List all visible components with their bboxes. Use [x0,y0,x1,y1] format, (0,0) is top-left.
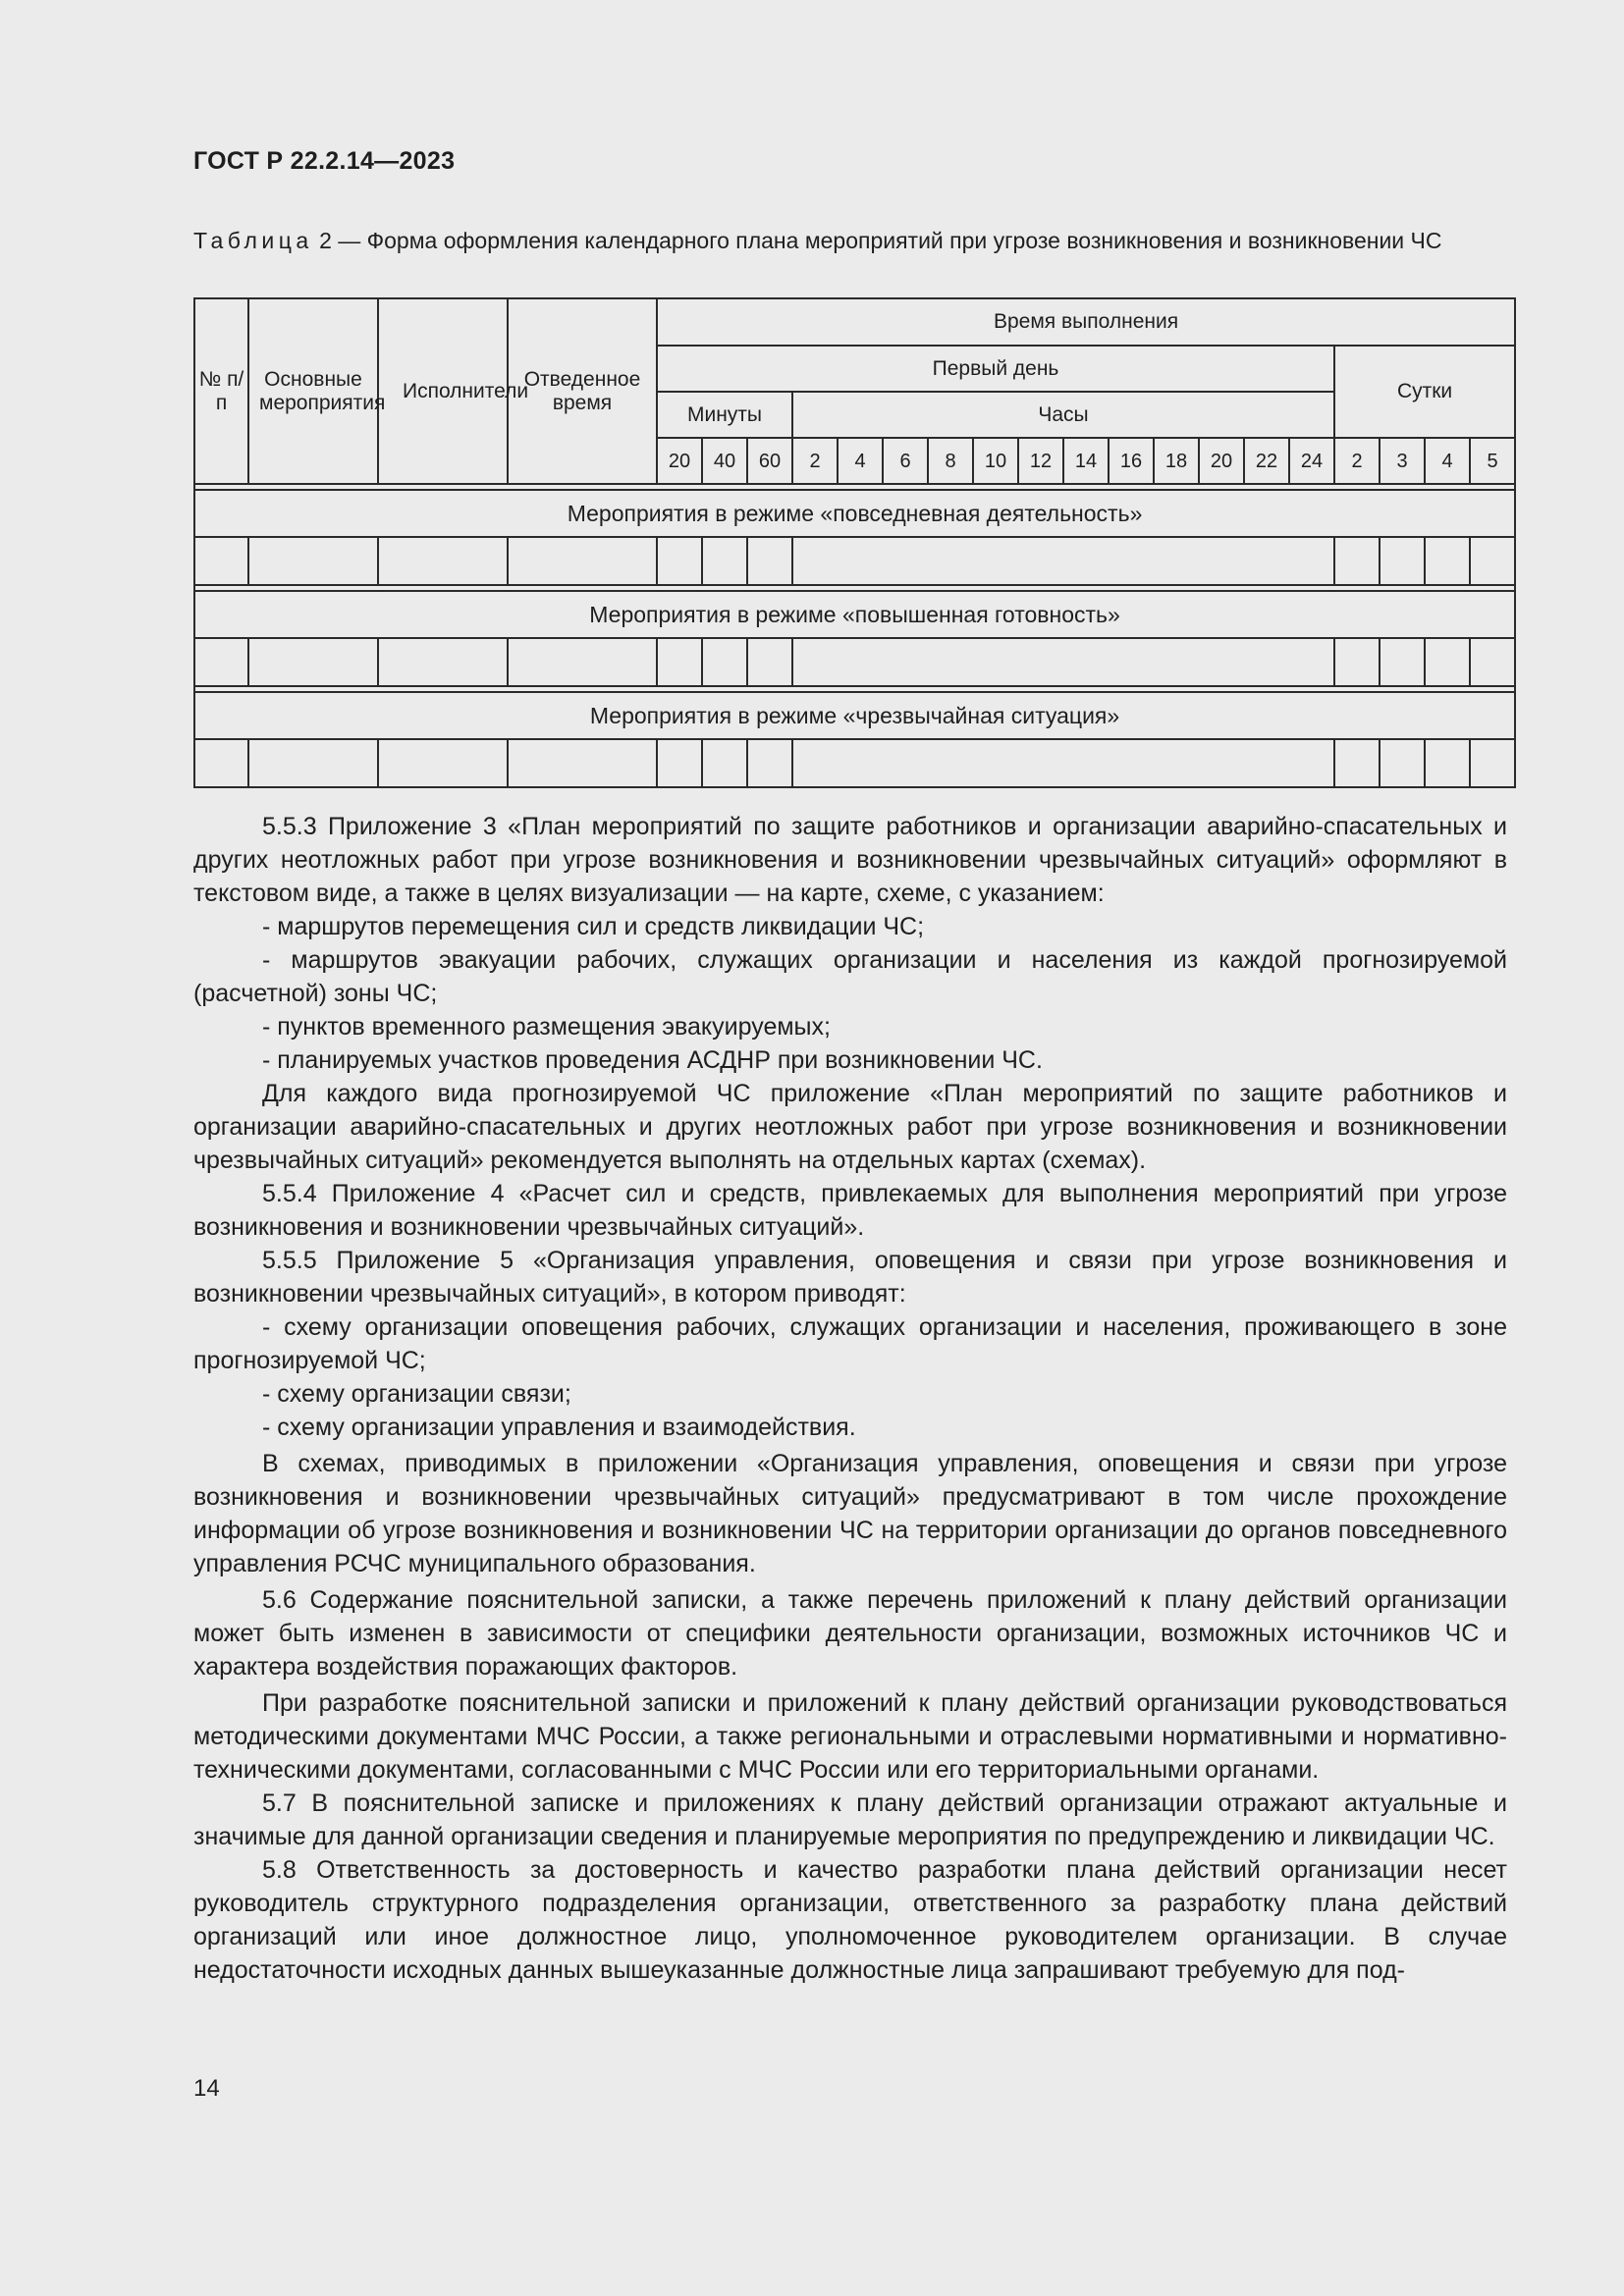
day-cell-4: 4 [1425,438,1470,484]
paragraph: Для каждого вида прогнозируемой ЧС приложение «План мероприятий по защите работников и организации аварийно-спасательных и других неотложных работ при угрозе возникновения и возникновении чрезвычайных ситуаций» рекомендуется выполнять на отдельных картах (схемах). [193,1080,1507,1174]
section-heading: Мероприятия в режиме «чрезвычайная ситуация» [194,692,1515,739]
header-first-day: Первый день [657,346,1334,392]
empty-cell [248,537,378,585]
empty-cell [1334,537,1380,585]
header-exec-time: Время выполнения [657,298,1515,346]
empty-cell [248,739,378,787]
day-cell-2: 2 [1334,438,1380,484]
day-cell-5: 5 [1470,438,1515,484]
empty-cell [657,537,702,585]
empty-cell [1425,739,1470,787]
minute-cell-40: 40 [702,438,747,484]
empty-cell [508,537,657,585]
paragraph: - планируемых участков проведения АСДНР при возникновении ЧС. [262,1046,1043,1074]
empty-cell [747,537,792,585]
empty-cell [702,537,747,585]
body-text [193,810,1507,1987]
hour-cell-6: 6 [883,438,928,484]
empty-cell [792,638,1334,686]
empty-cell [1380,537,1425,585]
empty-cell [702,638,747,686]
hour-cell-14: 14 [1063,438,1109,484]
empty-cell [1334,638,1380,686]
table-caption-label: Таблица [193,228,313,253]
empty-row [194,537,1515,585]
hour-cell-20: 20 [1199,438,1244,484]
empty-cell [248,638,378,686]
header-hours: Часы [792,392,1334,438]
hour-cell-24: 24 [1289,438,1334,484]
hour-cell-18: 18 [1154,438,1199,484]
empty-row [194,638,1515,686]
empty-cell [1380,638,1425,686]
empty-cell [508,638,657,686]
minute-cell-60: 60 [747,438,792,484]
hour-cell-8: 8 [928,438,973,484]
empty-cell [1470,638,1515,686]
hour-cell-12: 12 [1018,438,1063,484]
empty-row [194,739,1515,787]
paragraph: - схему организации связи; [262,1380,571,1408]
section-heading: Мероприятия в режиме «повышенная готовность» [194,591,1515,638]
empty-cell [747,739,792,787]
empty-cell [1470,739,1515,787]
paragraph: 5.5.3 Приложение 3 «План мероприятий по защите работников и организации аварийно-спасательных и других неотложных работ при угрозе возникновения и возникновении чрезвычайных ситуаций» оформляют в текстовом виде, а также в целях визуализации — на карте, схеме, с указанием: [193,813,1507,907]
empty-cell [194,537,248,585]
page-number: 14 [193,2075,220,2102]
paragraph: При разработке пояснительной записки и приложений к плану действий организации руководствоваться методическими документами МЧС России, а также региональными и отраслевыми нормативными и нормативно-техническими документами, согласованными с МЧС России или его территориальными органами. [193,1689,1507,1784]
day-cell-3: 3 [1380,438,1425,484]
section-heading: Мероприятия в режиме «повседневная деятельность» [194,490,1515,537]
header-measures: Основные мероприятия [248,298,378,484]
hour-cell-22: 22 [1244,438,1289,484]
empty-cell [747,638,792,686]
hour-cell-10: 10 [973,438,1018,484]
paragraph: 5.6 Содержание пояснительной записки, а также перечень приложений к плану действий организации может быть изменен в зависимости от специфики деятельности организации, возможных источников ЧС и характера воздействия поражающих факторов. [193,1586,1507,1681]
empty-cell [792,739,1334,787]
empty-cell [1470,537,1515,585]
empty-cell [792,537,1334,585]
header-allotted-time: Отведенное время [508,298,657,484]
empty-cell [508,739,657,787]
paragraph: 5.5.4 Приложение 4 «Расчет сил и средств, привлекаемых для выполнения мероприятий при угрозе возникновения и возникновении чрезвычайных ситуаций». [193,1180,1507,1241]
empty-cell [1380,739,1425,787]
paragraph: - пунктов временного размещения эвакуируемых; [262,1013,831,1041]
paragraph: - схему организации оповещения рабочих, служащих организации и населения, проживающего в зоне прогнозируемой ЧС; [193,1313,1507,1374]
paragraph: В схемах, приводимых в приложении «Организация управления, оповещения и связи при угрозе возникновения и возникновении чрезвычайных ситуаций» предусматривают в том числе прохождение информации об угрозе возникновения и возникновении ЧС на территории организации до органов повседневного управления РСЧС муниципального образования. [193,1450,1507,1577]
empty-cell [378,537,508,585]
empty-cell [657,638,702,686]
paragraph: 5.7 В пояснительной записке и приложениях к плану действий организации отражают актуальные и значимые для данной организации сведения и планируемые мероприятия по предупреждению и ликвидации ЧС. [193,1789,1507,1850]
hour-cell-4: 4 [838,438,883,484]
empty-cell [1425,537,1470,585]
header-num: № п/п [194,298,248,484]
empty-cell [378,638,508,686]
empty-cell [194,739,248,787]
document-header: ГОСТ Р 22.2.14—2023 [193,147,456,175]
empty-cell [378,739,508,787]
empty-cell [702,739,747,787]
header-days: Сутки [1334,346,1515,438]
hour-cell-16: 16 [1109,438,1154,484]
empty-cell [1425,638,1470,686]
header-minutes: Минуты [657,392,792,438]
empty-cell [657,739,702,787]
empty-cell [194,638,248,686]
calendar-plan-table [193,297,1516,788]
paragraph: - маршрутов перемещения сил и средств ликвидации ЧС; [262,913,925,940]
empty-cell [1334,739,1380,787]
header-executors: Исполнители [378,298,508,484]
table-caption [193,226,1507,256]
minute-cell-20: 20 [657,438,702,484]
paragraph: 5.5.5 Приложение 5 «Организация управления, оповещения и связи при угрозе возникновения и возникновении чрезвычайных ситуаций», в котором приводят: [193,1247,1507,1308]
paragraph: 5.8 Ответственность за достоверность и качество разработки плана действий организации несет руководитель структурного подразделения организации, ответственного за разработку плана действий организаций или иное должностное лицо, уполномоченное руководителем организации. В случае недостаточности исходных данных вышеуказанные должностные лица запрашивают требуемую для под- [193,1856,1507,1984]
paragraph: - маршрутов эвакуации рабочих, служащих организации и населения из каждой прогнозируемой (расчетной) зоны ЧС; [193,946,1507,1007]
hour-cell-2: 2 [792,438,838,484]
table-caption-text: 2 — Форма оформления календарного плана мероприятий при угрозе возникновения и возникновении ЧС [312,228,1442,253]
paragraph: - схему организации управления и взаимодействия. [262,1414,856,1441]
